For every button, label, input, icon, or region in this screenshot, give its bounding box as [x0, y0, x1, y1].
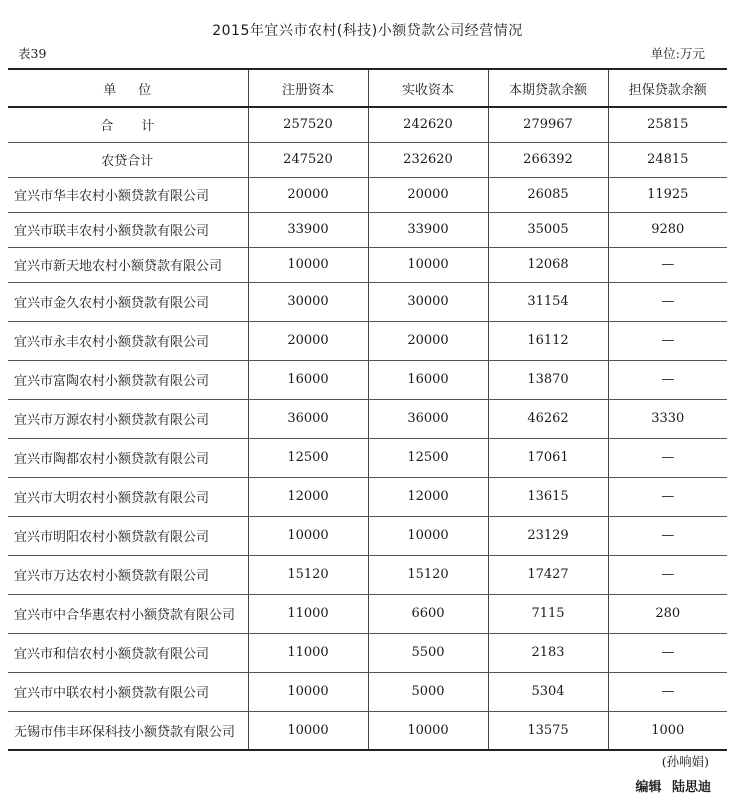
- registered-capital-cell: 10000: [248, 247, 368, 282]
- registered-capital-cell: 12500: [248, 438, 368, 477]
- table-row: [8, 321, 727, 360]
- guarantee-balance-cell: 1000: [608, 711, 727, 750]
- paid-in-capital-cell: 10000: [368, 516, 488, 555]
- registered-capital-cell: 247520: [248, 142, 368, 177]
- table-row: [8, 438, 727, 477]
- paid-in-capital-cell: 5500: [368, 633, 488, 672]
- row-name: 宜兴市大明农村小额贷款有限公司: [8, 477, 248, 516]
- guarantee-balance-cell: 11925: [608, 177, 727, 212]
- registered-capital-cell: 11000: [248, 633, 368, 672]
- guarantee-balance-cell: —: [608, 438, 727, 477]
- table-title: 2015年宜兴市农村(科技)小额贷款公司经营情况: [212, 23, 523, 39]
- loan-balance-cell: 12068: [488, 247, 608, 282]
- loan-balance-cell: 5304: [488, 672, 608, 711]
- table-row: [8, 477, 727, 516]
- guarantee-balance-cell: —: [608, 321, 727, 360]
- guarantee-balance-cell: 3330: [608, 399, 727, 438]
- guarantee-balance-cell: 25815: [608, 107, 727, 142]
- table-row: [8, 633, 727, 672]
- guarantee-balance-cell: —: [608, 633, 727, 672]
- guarantee-balance-cell: —: [608, 247, 727, 282]
- paid-in-capital-cell: 5000: [368, 672, 488, 711]
- guarantee-balance-cell: —: [608, 477, 727, 516]
- row-name: 宜兴市金久农村小额贷款有限公司: [8, 282, 248, 321]
- unit-label: 单位:万元: [650, 46, 705, 61]
- paid-in-capital-cell: 10000: [368, 247, 488, 282]
- editor-credit: 编辑 陆思迪: [635, 780, 711, 795]
- loan-balance-cell: 279967: [488, 107, 608, 142]
- loan-balance-cell: 13870: [488, 360, 608, 399]
- registered-capital-cell: 16000: [248, 360, 368, 399]
- loan-balance-cell: 16112: [488, 321, 608, 360]
- row-name: 宜兴市永丰农村小额贷款有限公司: [8, 321, 248, 360]
- loan-balance-cell: 266392: [488, 142, 608, 177]
- row-name: 宜兴市明阳农村小额贷款有限公司: [8, 516, 248, 555]
- table-row: [8, 282, 727, 321]
- header-unit: 单位: [8, 69, 248, 107]
- registered-capital-cell: 12000: [248, 477, 368, 516]
- registered-capital-cell: 20000: [248, 177, 368, 212]
- loan-balance-cell: 13575: [488, 711, 608, 750]
- paid-in-capital-cell: 6600: [368, 594, 488, 633]
- loan-balance-cell: 46262: [488, 399, 608, 438]
- source-credit: (孙响娟): [661, 754, 709, 769]
- table-row: [8, 360, 727, 399]
- row-name: 宜兴市中联农村小额贷款有限公司: [8, 672, 248, 711]
- header-row: [8, 69, 727, 107]
- registered-capital-cell: 36000: [248, 399, 368, 438]
- header-loan-balance: 本期贷款余额: [488, 69, 608, 107]
- paid-in-capital-cell: 12500: [368, 438, 488, 477]
- row-name: 农贷合计: [8, 142, 248, 177]
- row-name: 宜兴市和信农村小额贷款有限公司: [8, 633, 248, 672]
- header-guarantee-loan-balance: 担保贷款余额: [608, 69, 727, 107]
- row-name: 宜兴市华丰农村小额贷款有限公司: [8, 177, 248, 212]
- table-number: 表39: [18, 46, 47, 61]
- paid-in-capital-cell: 232620: [368, 142, 488, 177]
- row-name: 宜兴市万达农村小额贷款有限公司: [8, 555, 248, 594]
- guarantee-balance-cell: —: [608, 672, 727, 711]
- table-row: [8, 247, 727, 282]
- guarantee-balance-cell: 9280: [608, 212, 727, 247]
- registered-capital-cell: 10000: [248, 672, 368, 711]
- guarantee-balance-cell: —: [608, 282, 727, 321]
- table-row-rural-total: [8, 142, 727, 177]
- header-registered-capital: 注册资本: [248, 69, 368, 107]
- row-name: 宜兴市万源农村小额贷款有限公司: [8, 399, 248, 438]
- paid-in-capital-cell: 12000: [368, 477, 488, 516]
- registered-capital-cell: 10000: [248, 711, 368, 750]
- row-name: 宜兴市中合华惠农村小额贷款有限公司: [8, 594, 248, 633]
- registered-capital-cell: 30000: [248, 282, 368, 321]
- paid-in-capital-cell: 30000: [368, 282, 488, 321]
- row-name: 宜兴市陶都农村小额贷款有限公司: [8, 438, 248, 477]
- registered-capital-cell: 20000: [248, 321, 368, 360]
- registered-capital-cell: 11000: [248, 594, 368, 633]
- paid-in-capital-cell: 36000: [368, 399, 488, 438]
- table-row: [8, 711, 727, 750]
- table-row: [8, 399, 727, 438]
- registered-capital-cell: 10000: [248, 516, 368, 555]
- paid-in-capital-cell: 20000: [368, 177, 488, 212]
- loan-balance-cell: 13615: [488, 477, 608, 516]
- table-row: [8, 212, 727, 247]
- guarantee-balance-cell: —: [608, 360, 727, 399]
- loan-balance-cell: 17061: [488, 438, 608, 477]
- loan-balance-cell: 23129: [488, 516, 608, 555]
- header-paid-in-capital: 实收资本: [368, 69, 488, 107]
- loan-balance-cell: 17427: [488, 555, 608, 594]
- paid-in-capital-cell: 20000: [368, 321, 488, 360]
- guarantee-balance-cell: 24815: [608, 142, 727, 177]
- table-row: [8, 672, 727, 711]
- paid-in-capital-cell: 33900: [368, 212, 488, 247]
- paid-in-capital-cell: 10000: [368, 711, 488, 750]
- row-name: 无锡市伟丰环保科技小额贷款有限公司: [8, 711, 248, 750]
- paid-in-capital-cell: 242620: [368, 107, 488, 142]
- table-row-total: [8, 107, 727, 142]
- registered-capital-cell: 15120: [248, 555, 368, 594]
- row-name: 宜兴市富陶农村小额贷款有限公司: [8, 360, 248, 399]
- table-row: [8, 594, 727, 633]
- table-row: [8, 516, 727, 555]
- guarantee-balance-cell: —: [608, 555, 727, 594]
- loan-balance-cell: 2183: [488, 633, 608, 672]
- registered-capital-cell: 33900: [248, 212, 368, 247]
- row-name: 合计: [8, 107, 248, 142]
- loan-balance-cell: 7115: [488, 594, 608, 633]
- table-row: [8, 177, 727, 212]
- loan-balance-cell: 31154: [488, 282, 608, 321]
- registered-capital-cell: 257520: [248, 107, 368, 142]
- table-body: [8, 107, 727, 750]
- row-name: 宜兴市新天地农村小额贷款有限公司: [8, 247, 248, 282]
- guarantee-balance-cell: 280: [608, 594, 727, 633]
- row-name: 宜兴市联丰农村小额贷款有限公司: [8, 212, 248, 247]
- loan-company-table: [8, 68, 727, 751]
- table-row: [8, 555, 727, 594]
- paid-in-capital-cell: 16000: [368, 360, 488, 399]
- loan-balance-cell: 26085: [488, 177, 608, 212]
- loan-balance-cell: 35005: [488, 212, 608, 247]
- paid-in-capital-cell: 15120: [368, 555, 488, 594]
- guarantee-balance-cell: —: [608, 516, 727, 555]
